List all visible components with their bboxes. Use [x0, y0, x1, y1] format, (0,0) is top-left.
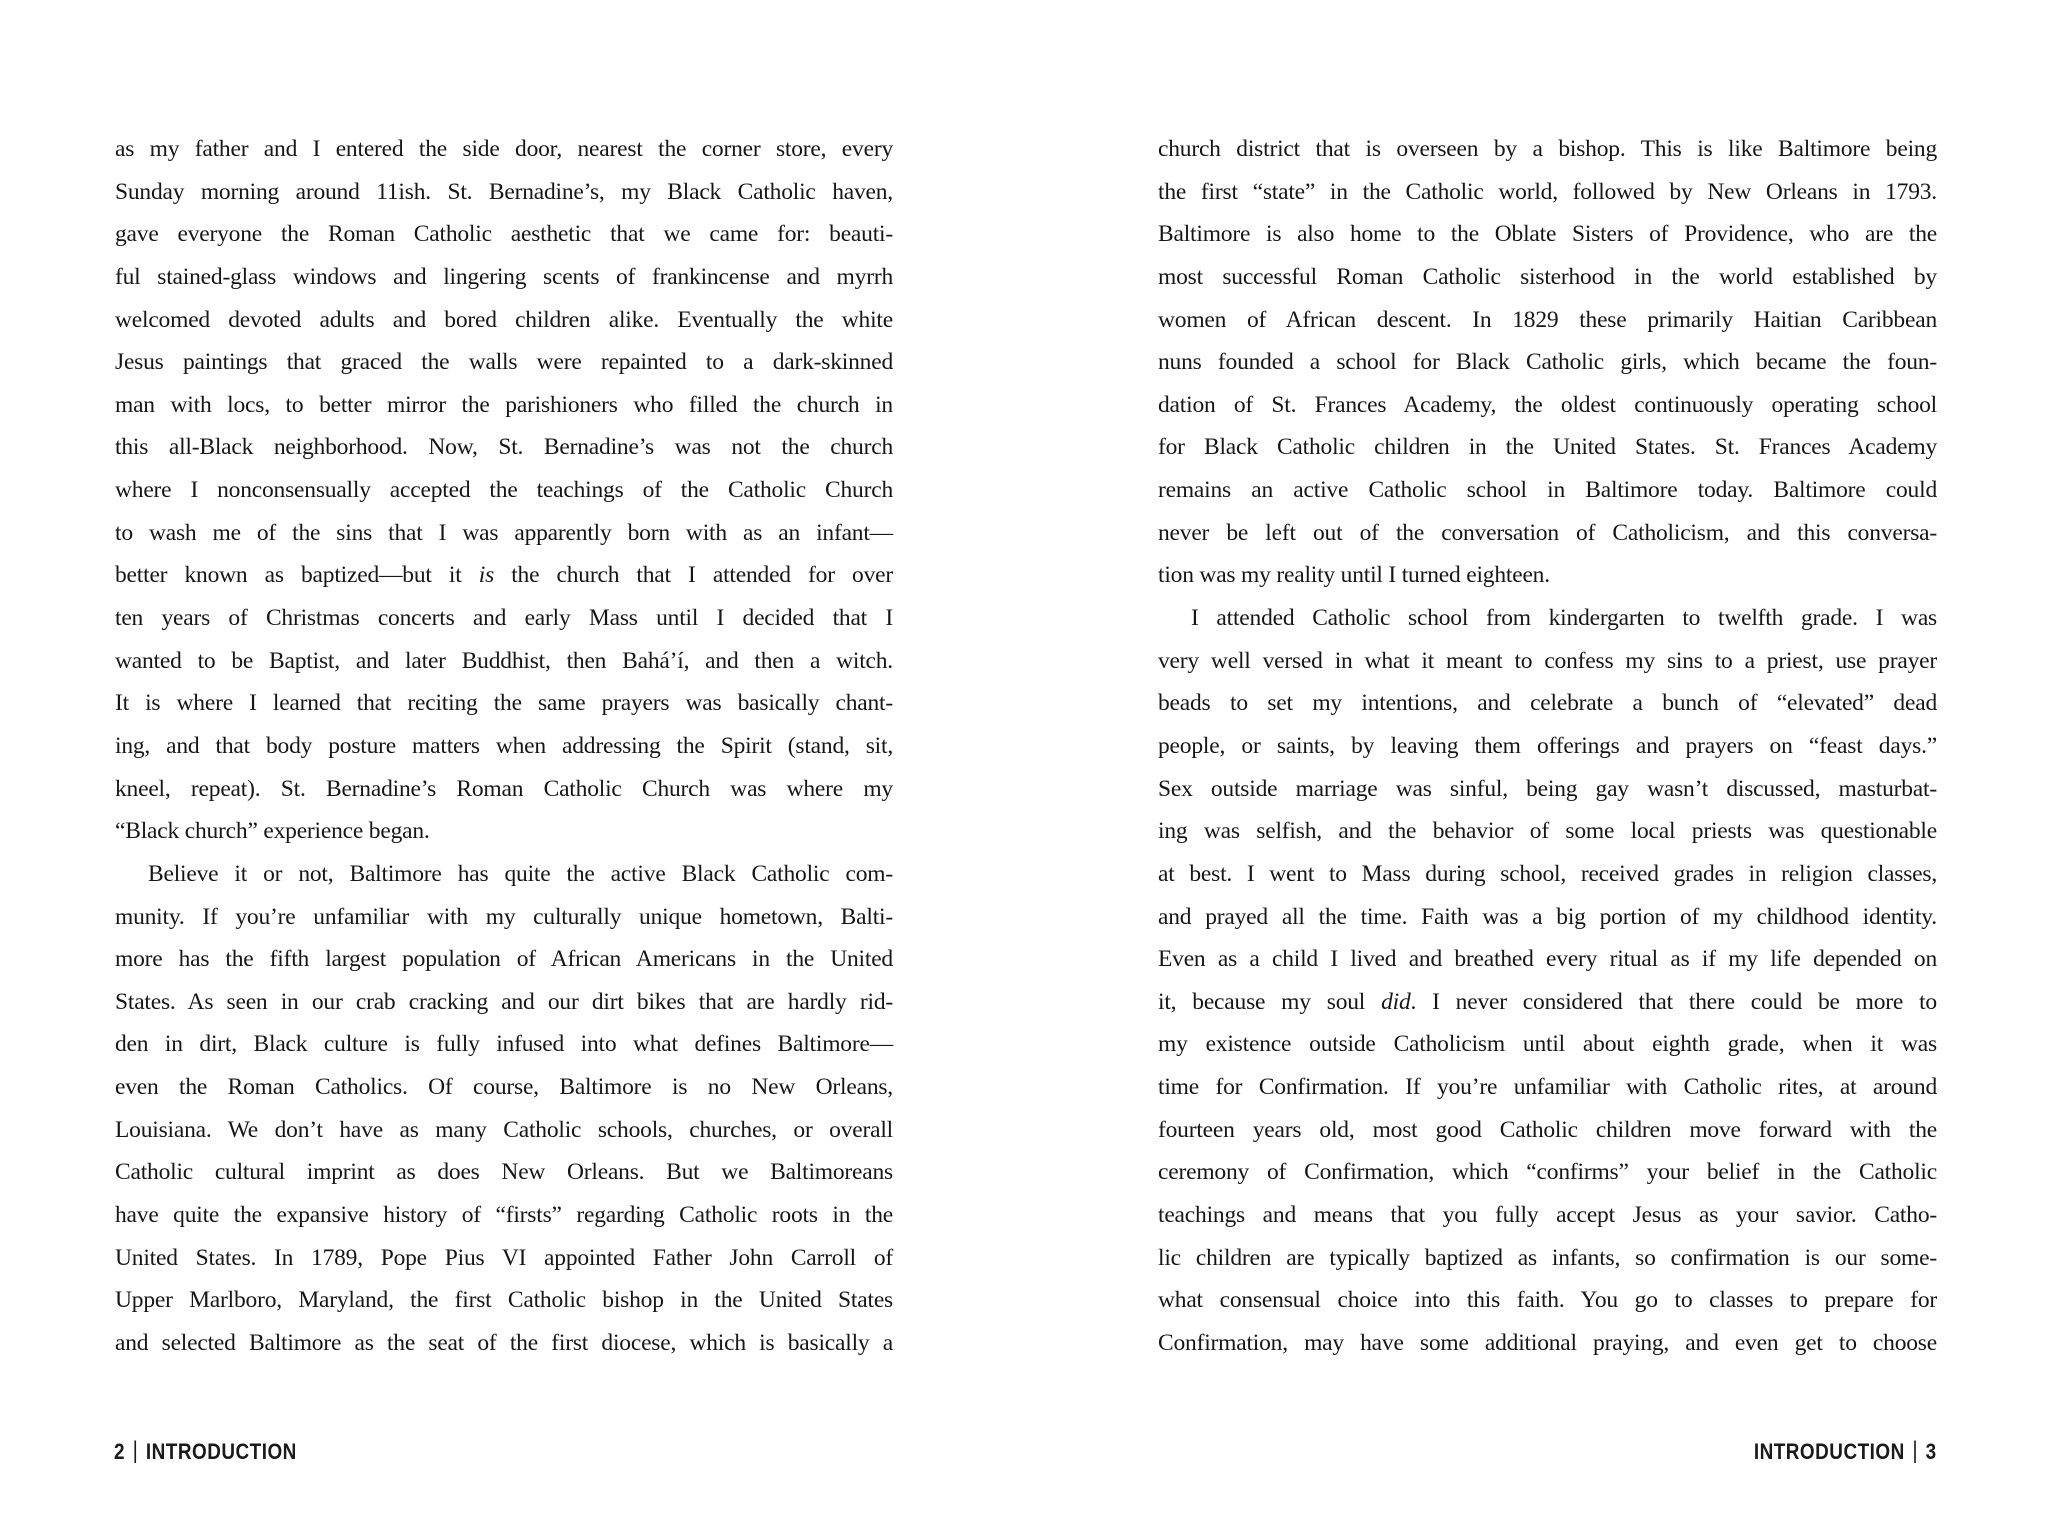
text-line: fourteen years old, most good Catholic children move forward with the — [1158, 1116, 1937, 1143]
text-line: gave everyone the Roman Catholic aesthetic that we came for: beauti- — [115, 221, 893, 248]
text-line: people, or saints, by leaving them offerings and prayers on “feast days.” — [1158, 732, 1937, 759]
text-line: ten years of Christmas concerts and early Mass until I decided that I — [115, 605, 893, 632]
text-line: at best. I went to Mass during school, received grades in religion classes, — [1158, 860, 1937, 887]
text-line: the first “state” in the Catholic world, followed by New Orleans in 1793. — [1158, 178, 1937, 205]
right-page-footer — [1754, 1438, 1937, 1466]
text-line: nuns founded a school for Black Catholic girls, which became the foun- — [1158, 349, 1937, 376]
text-line: have quite the expansive history of “firsts” regarding Catholic roots in the — [115, 1202, 893, 1229]
text-line: Upper Marlboro, Maryland, the first Catholic bishop in the United States — [115, 1287, 893, 1314]
footer-separator: | — [1912, 1437, 1919, 1464]
text-line: never be left out of the conversation of Catholicism, and this conversa- — [1158, 519, 1937, 546]
text-line: beads to set my intentions, and celebrate a bunch of “elevated” dead — [1158, 690, 1937, 717]
text-line: as my father and I entered the side door, nearest the corner store, every — [115, 136, 893, 162]
text-line: munity. If you’re unfamiliar with my culturally unique hometown, Balti- — [115, 903, 893, 930]
running-head: INTRODUCTION — [145, 1439, 297, 1464]
text-line: remains an active Catholic school in Baltimore today. Baltimore could — [1158, 477, 1937, 504]
text-line: it, because my soul did. I never considered that there could be more to — [1158, 988, 1937, 1015]
text-line: I attended Catholic school from kindergarten to twelfth grade. I was — [1191, 605, 1937, 632]
text-line: where I nonconsensually accepted the teachings of the Catholic Church — [115, 477, 893, 504]
text-line: States. As seen in our crab cracking and our dirt bikes that are hardly rid- — [115, 988, 893, 1015]
text-line: ing was selfish, and the behavior of some local priests was questionable — [1158, 818, 1937, 845]
text-line: Jesus paintings that graced the walls were repainted to a dark-skinned — [115, 349, 893, 376]
text-line: Sex outside marriage was sinful, being gay wasn’t discussed, masturbat- — [1158, 775, 1937, 802]
text-line: ing, and that body posture matters when addressing the Spirit (stand, sit, — [115, 732, 893, 759]
text-line: time for Confirmation. If you’re unfamiliar with Catholic rites, at around — [1158, 1074, 1937, 1101]
text-line: dation of St. Frances Academy, the oldest continuously operating school — [1158, 391, 1937, 418]
text-line: lic children are typically baptized as infants, so confirmation is our some- — [1158, 1244, 1937, 1271]
text-line: women of African descent. In 1829 these primarily Haitian Caribbean — [1158, 306, 1937, 333]
text-line: ceremony of Confirmation, which “confirms” your belief in the Catholic — [1158, 1159, 1937, 1186]
text-line: church district that is overseen by a bishop. This is like Baltimore being — [1158, 136, 1937, 162]
text-line: Even as a child I lived and breathed every ritual as if my life depended on — [1158, 946, 1937, 973]
text-line: teachings and means that you fully accept Jesus as your savior. Catho- — [1158, 1202, 1937, 1229]
running-head: INTRODUCTION — [1754, 1439, 1906, 1464]
text-line: man with locs, to better mirror the parishioners who filled the church in — [115, 391, 893, 418]
text-line: what consensual choice into this faith. You go to classes to prepare for — [1158, 1287, 1937, 1314]
page-number: 3 — [1925, 1439, 1937, 1464]
text-line: most successful Roman Catholic sisterhood in the world established by — [1158, 263, 1937, 290]
left-page-footer — [114, 1438, 297, 1466]
text-line: Confirmation, may have some additional praying, and even get to choose — [1158, 1329, 1937, 1356]
page-number: 2 — [114, 1439, 126, 1464]
text-line: Catholic cultural imprint as does New Orleans. But we Baltimoreans — [115, 1159, 893, 1186]
footer-separator: | — [132, 1437, 139, 1464]
text-line: It is where I learned that reciting the same prayers was basically chant- — [115, 690, 893, 717]
text-line: this all-Black neighborhood. Now, St. Bernadine’s was not the church — [115, 434, 893, 461]
text-line: tion was my reality until I turned eighteen. — [1158, 562, 1550, 589]
text-line: for Black Catholic children in the United States. St. Frances Academy — [1158, 434, 1937, 461]
page-right — [1024, 0, 2048, 1536]
text-line: better known as baptized—but it is the church that I attended for over — [115, 562, 893, 589]
text-line: very well versed in what it meant to confess my sins to a priest, use prayer — [1158, 647, 1937, 674]
text-line: my existence outside Catholicism until about eighth grade, when it was — [1158, 1031, 1937, 1058]
text-line: more has the fifth largest population of African Americans in the United — [115, 946, 893, 973]
text-line: and prayed all the time. Faith was a big portion of my childhood identity. — [1158, 903, 1937, 930]
text-line: welcomed devoted adults and bored children alike. Eventually the white — [115, 306, 893, 333]
text-line: United States. In 1789, Pope Pius VI appointed Father John Carroll of — [115, 1244, 893, 1271]
left-page-text — [115, 128, 893, 1365]
text-line: Believe it or not, Baltimore has quite the active Black Catholic com- — [148, 860, 893, 887]
text-line: den in dirt, Black culture is fully infused into what defines Baltimore— — [115, 1031, 893, 1058]
text-line: ful stained-glass windows and lingering scents of frankincense and myrrh — [115, 263, 893, 290]
text-line: even the Roman Catholics. Of course, Baltimore is no New Orleans, — [115, 1074, 893, 1101]
text-line: to wash me of the sins that I was apparently born with as an infant— — [115, 519, 893, 546]
text-line: and selected Baltimore as the seat of the first diocese, which is basically a — [115, 1329, 893, 1356]
text-line: wanted to be Baptist, and later Buddhist, then Bahá’í, and then a witch. — [115, 647, 893, 674]
text-line: kneel, repeat). St. Bernadine’s Roman Catholic Church was where my — [115, 775, 893, 802]
text-line: Sunday morning around 11ish. St. Bernadine’s, my Black Catholic haven, — [115, 178, 893, 205]
text-line: “Black church” experience began. — [115, 818, 430, 845]
right-page-text — [1158, 128, 1937, 1365]
text-line: Louisiana. We don’t have as many Catholic schools, churches, or overall — [115, 1116, 893, 1143]
text-line: Baltimore is also home to the Oblate Sisters of Providence, who are the — [1158, 221, 1937, 248]
